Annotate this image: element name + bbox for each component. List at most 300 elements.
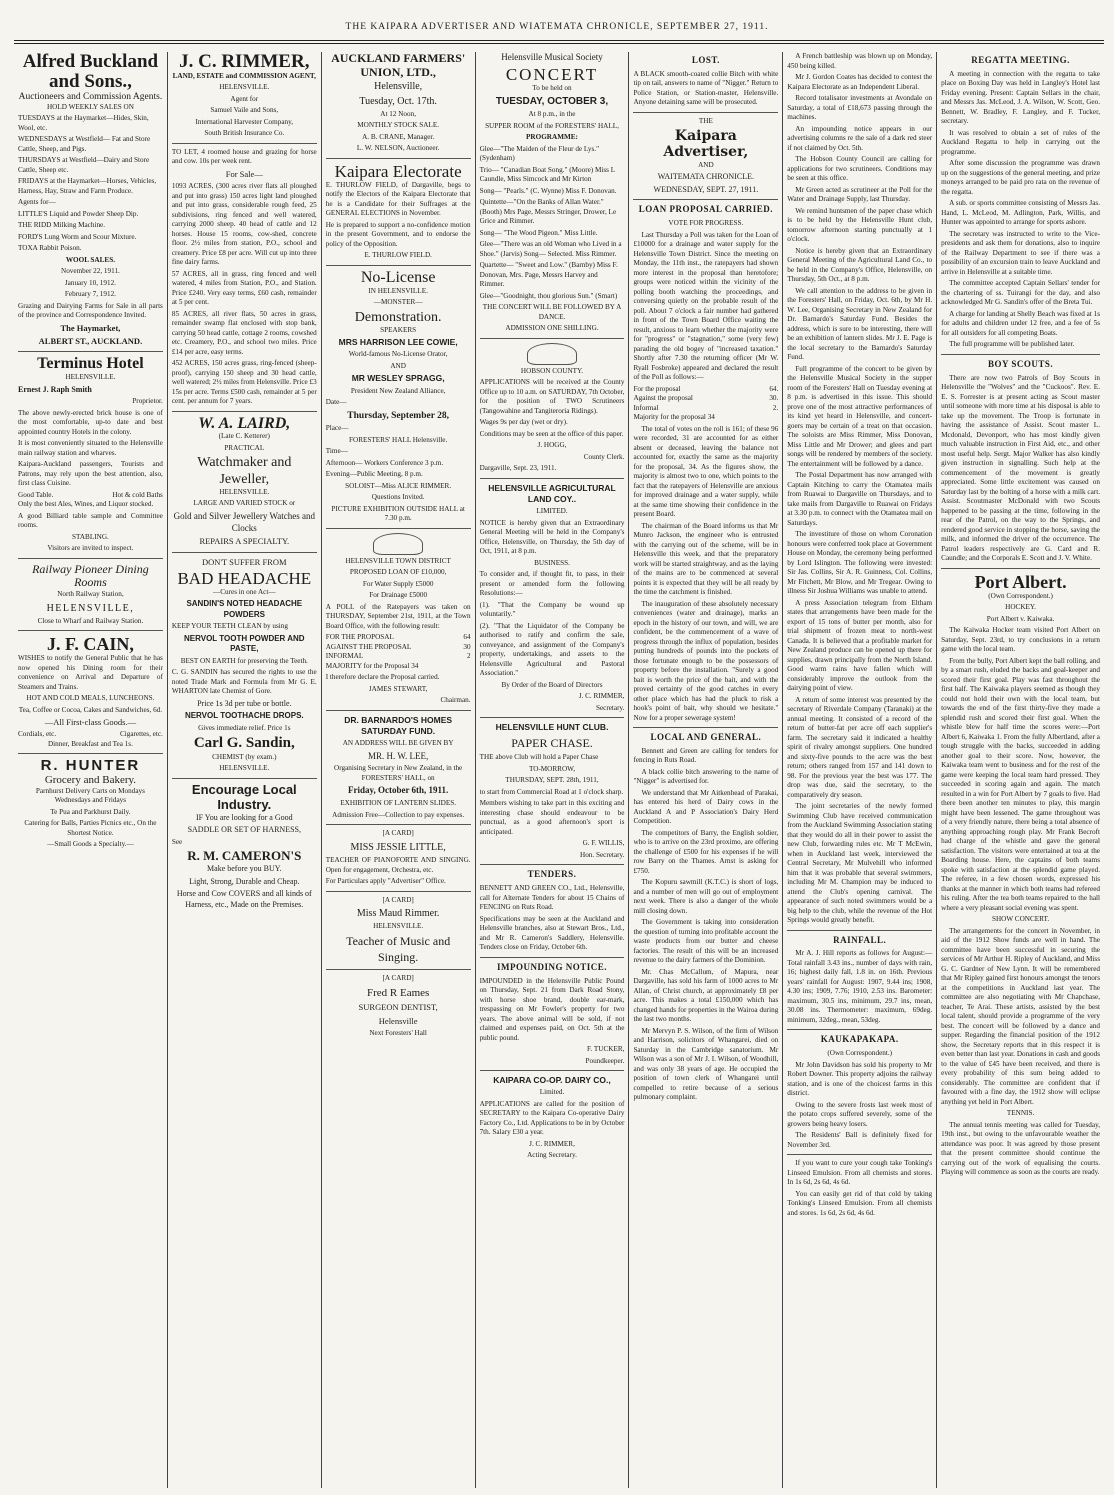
wool-date: January 10, 1912. [64, 278, 116, 287]
hunt-text: to start from Commercial Road at 1 o'clock sharp. [479, 787, 624, 796]
local-item: The Government is taking into consideration the question of turning into profitable account the waste products from our butter and cheese factories. The result of this will be an increased revenue to the dairy farmers of the Dominion. [633, 918, 779, 965]
terminus-stabling: STABLING. [72, 532, 109, 541]
divider [172, 411, 317, 412]
buckland-line: TUESDAYS at the Haymarket—Hides, Skin, Wool, etc. [18, 114, 149, 132]
nolicense-soloist: SOLOIST—Miss ALICE RIMMER. [345, 481, 452, 490]
laird-stock: LARGE AND VARIED STOCK or [193, 499, 296, 508]
sandin-headache: BAD HEADACHE [177, 568, 312, 588]
concert-item: Glee—"The Maiden of the Fleur de Lys." (Sydenham) [479, 144, 600, 163]
hobson-text: Wages 9s per day (wet or dry). [479, 418, 568, 427]
column-2 [168, 52, 322, 1488]
rimmer-name: J. C. RIMMER, [179, 52, 310, 72]
nolicense-questions: Questions Invited. [371, 493, 425, 502]
divider [18, 351, 163, 352]
cain-name: J. F. CAIN, [47, 634, 134, 655]
masthead-rule [14, 40, 1104, 41]
loan-result-row [326, 633, 471, 643]
sandin-relief: Gives immediate relief. Price 1s [198, 723, 291, 732]
kauk-text: The Residents' Ball is definitely fixed for November 3rd. [787, 1131, 933, 1149]
ad-no-license [326, 270, 471, 524]
kauk-text: Owing to the severe frosts last week most of the potato crops suffered severely, some of the growers being heavy losers. [787, 1100, 933, 1128]
hobson-title: County Clerk. [583, 452, 625, 461]
afu-auctioneer: L. W. NELSON, Auctioneer. [356, 144, 440, 153]
cain-dinner: Dinner, Breakfast and Tea 1s. [47, 739, 133, 748]
agri-resolution: (2). "That the Liquidator of the Company be authorised to ratify and confirm the sale, conveyance, and assignment of the Company's property, undertakings, and assets to the Helensville Agricultural and Pastoral Association." [479, 621, 625, 678]
ad-lost [633, 55, 778, 108]
concert-item: Quartette— "Sweet and Low." (Barnby) Miss F. Donovan, Mrs. Page, Messrs Harvey and Rimmer. [479, 261, 618, 289]
afu-name: AUCKLAND FARMERS' UNION, LTD., [331, 52, 466, 79]
maud-name: Miss Maud Rimmer. [356, 908, 440, 920]
nolicense-name: No-License [360, 268, 436, 286]
impound-heading: IMPOUNDING NOTICE. [497, 961, 608, 972]
local-item: We understand that Mr Aitkenhead of Parakai, has entered his herd of Dairy cows in the Auckland A and P Association's Dairy Herd Competition. [633, 788, 779, 826]
loan-article-text: Last Thursday a Poll was taken for the Loan of £10000 for a drainage and water supply for the Helensville Town District. Since the meeting on Monday, the 11th inst., the ratepayers had shown more interest in the proposal than heretofore; groups were noticed within the vicinity of the polling booth watching the proceedings, and conversing quietly on the probable result of the poll. About 7 o'clock a fair number had gathered in front of the Town Board Office waiting the result, anxious to learn whether the majority were for "progress" or "stagnation," some (very few) parading the old bogey of "increased taxation." Shortly after 7.30 the returning officer (Mr W. Ryall Fosbroke) appeared and declared the result of the Poll as follows:— [633, 230, 779, 382]
electorate-text: E. THURLOW FIELD, of Dargaville, begs to notify the Electors of the Kaipara Electorate that he is a Candidate for their Suffrages at the GENERAL ELECTIONS in November. [325, 180, 471, 218]
loan-result-row [326, 652, 471, 662]
eames-next: Next Foresters' Hall [369, 1028, 427, 1037]
column-4 [476, 52, 630, 1488]
article-loan-carried [633, 204, 778, 723]
local-item: Bennett and Green are calling for tenders for fencing in Ruts Road. [633, 746, 779, 765]
local-item: The Kopuru sawmill (K.T.C.) is short of logs, and a number of men will go out of employment next week. There is also a danger of the whole mill closing down. [633, 878, 779, 915]
card-label: [A CARD] [382, 974, 414, 983]
local-item: A black collie bitch answering to the name of "Nigger" is advertised for. [633, 767, 779, 786]
cameron-text: IF You are looking for a Good [195, 812, 293, 822]
sandin-paste: NERVOL TOOTH POWDER AND PASTE, [183, 633, 305, 654]
coop-sign: J. C. RIMMER, [529, 1139, 575, 1148]
concert-admission: ADMISSION ONE SHILLING. [505, 324, 599, 333]
hobson-text: APPLICATIONS will be received at the County Office up to 10 a.m. on SATURDAY, 7th October, for the position of TWO Scrutineers (Tangowahine and Tangiteroria Ridings). [479, 378, 625, 415]
ad-concert [480, 52, 625, 334]
nameplate-and: AND [698, 160, 714, 169]
laird-trade: Watchmaker and Jeweller, [197, 455, 292, 487]
nameplate-the: THE [698, 116, 713, 125]
nolicense-label: Date— [325, 398, 347, 407]
cain-cigarettes: Cigarettes, etc. [119, 730, 163, 739]
cain-cordials: Cordials, etc. [18, 730, 57, 739]
loan-result-value: 64 [463, 633, 471, 642]
local-item: Mr Mervyn P. S. Wilson, of the firm of Wilson and Harrison, solicitors of Whangarei, died on Saturday in the Cambridge sanatorium. Mr Wilson was a son of Mr J. I. Wilson, of Woodhill, and was only 38 years of age. He occupied the position of town clerk of Whangarei until compelled to retire because of a serious pulmonary complaint. [633, 1026, 779, 1102]
local-item: Mr J. Gordon Coates has decided to contest the Kaipara Electorate as an Independent Liberal. [787, 73, 933, 91]
loan-declare: I therefore declare the Proposal carried. [325, 673, 440, 682]
loan-water: For Water Supply £5000 [362, 579, 434, 588]
nameplate-chronicle: WAITEMATA CHRONICLE. [657, 172, 754, 182]
sandin-name: Carl G. Sandin, [193, 735, 295, 752]
divider [941, 568, 1100, 569]
rimmer-listing: 1093 ACRES, (300 acres river flats all ploughed and put into grass) 150 acres light land ploughed and put into grass, considerable rough feed, 25 subdivisions, ring fenced and well watered, carrying 2000 sheep. 40 head of cattle and 12 horses. House 15 rooms, cow-shed, concrete floor. 2½ miles from station, P.O., school and creamery. Price £8 per acre. Will cut up into three fine dairy farms. [171, 182, 317, 267]
rimmer-agency: International Harvester Company, [195, 117, 294, 126]
cameron-encourage: Encourage Local Industry. [191, 781, 297, 812]
ad-jessie-little [326, 829, 471, 886]
cameron-text: SADDLE OR SET OF HARNESS, [187, 825, 301, 835]
local-item: A French battleship was blown up on Monday, 450 being killed. [787, 52, 933, 70]
nolicense-speaker-title: World-famous No-License Orator, [348, 350, 448, 359]
afu-town: Helensville, [374, 80, 423, 92]
sandin-best: BEST ON EARTH for preserving the Teeth. [180, 656, 308, 665]
sandin-dont: DON'T SUFFER FROM [202, 556, 287, 567]
divider [633, 727, 778, 728]
loan-article-row [633, 394, 778, 404]
cameron-text: Horse and Cow COVERS and all kinds of Harness, etc., Made on the Premises. [176, 889, 312, 909]
pa-heading: Port Albert. [974, 571, 1067, 592]
article-rainfall [787, 935, 932, 1026]
divider [787, 1154, 932, 1155]
sandin-town: HELENSVILLE. [219, 764, 270, 773]
buckland-agent: FORD'S Lung Worm and Scour Mixture. [18, 232, 137, 241]
sandin-price: Price 1s 3d per tube or bottle. [197, 698, 292, 708]
notice-coop-dairy [480, 1075, 625, 1161]
concert-item: Glee—"There was an old Woman who Lived in a Shoe." (Jarvis) Song— Selected. Miss Rimmer. [479, 240, 622, 258]
loan-result-label: FOR THE PROPOSAL [325, 633, 394, 642]
nolicense-speaker-title: President New Zealand Alliance, [350, 386, 446, 395]
column-1 [14, 52, 168, 1488]
buckland-name: Alfred Buckland and Sons., [22, 52, 159, 92]
local-item: The joint secretaries of the newly formed Swimming Club have received communication from the Auckland Swimming Association stating that they would do all in their power to assist the new Club, forwarding rules etc. Mr T McEwin, when in Auckland last week, interviewed the Central Secretary, Mr Mulvehill who informed him that it was probable that several swimmers, including Mr M. Champion may be induced to attend the Club's opening carnival. The appearance of such noted swimmers would be a big help to the club, while the revenue of the Hot Springs would greatly benefit. [787, 802, 933, 924]
divider [18, 558, 163, 559]
hunt-chase: PAPER CHASE. [511, 735, 593, 750]
coop-ltd: Limited. [539, 1088, 565, 1097]
concert-item: Trio— "Canadian Boat Song." (Moore) Miss L Caundle, Miss Simcock and Mr Kirton [479, 165, 615, 184]
buckland-agent: LITTLE'S Liquid and Powder Sheep Dip. [18, 209, 139, 218]
tenders-text: Specifications may be seen at the Auckland and Helensville branches, also at Stewart Bros., Ltd., and Mr R. Cameron's Saddlery, Helensville. Tenders close on Friday, October 6th. [479, 914, 625, 952]
kauk-heading: KAUKAPAKAPA. [820, 1034, 899, 1045]
nolicense-time: Afternoon— Workers Conference 3 p.m. [325, 458, 444, 467]
buckland-title: Auctioneers and Commission Agents. [18, 91, 163, 102]
terminus-text: Only the best Ales, Wines, and Liquor stocked. [18, 500, 154, 509]
sandin-cures: —Cures in one Act— [213, 587, 276, 596]
divider [172, 143, 317, 144]
wool-sales: WOOL SALES. [65, 255, 115, 264]
paper-nameplate [633, 117, 778, 195]
wool-date: November 22, 1911. [61, 267, 120, 276]
laird-name: W. A. LAIRD, [198, 414, 291, 432]
rimmer-town: HELENSVILLE. [219, 83, 270, 92]
tenders-text: BENNETT AND GREEN CO., Ltd., Helensville, call for Alternate Tenders for about 15 Chains of FENCING on Ruts Road. [479, 884, 625, 912]
ad-maud-rimmer [326, 896, 471, 966]
agri-name: HELENSVILLE AGRICULTURAL LAND COY.. [488, 482, 616, 505]
regatta-text: It was resolved to obtain a set of rules of the Auckland Regatta to help in carrying out the programme. [941, 128, 1100, 156]
concert-date: TUESDAY, OCTOBER 3, [495, 96, 609, 108]
masthead-rule-thin [14, 43, 1104, 44]
impound-sign: F. TUCKER, [587, 1045, 625, 1054]
article-regatta [941, 55, 1100, 350]
column-5 [629, 52, 783, 1488]
rimmer-title: LAND, ESTATE and COMMISSION AGENT, [172, 71, 316, 80]
local-item: The competitors of Barry, the English soldier, who is to arrive on the 23rd proximo, are offering the challenge of £500 for his expenses if he will row Barry on the Thames. Arnst is asking for £750. [633, 828, 779, 875]
divider [18, 753, 163, 754]
ad-farmers-union [326, 52, 471, 154]
little-text: TEACHER OF PIANOFORTE AND SINGING. Open for engagement, Orchestra, etc. [325, 856, 471, 874]
rimmer-to-let: TO LET, 4 roomed house and grazing for horse and cow. 10s per week rent. [171, 147, 317, 166]
masthead: THE KAIPARA ADVERTISER AND WIATEMATA CHRONICLE, SEPTEMBER 27, 1911. [345, 22, 769, 32]
kauk-text: Mr John Davidson has sold his property to Mr Robert Downer. This property adjoins the railway station, and is one of the choicest farms in this district. [787, 1060, 933, 1098]
loan-article-row [633, 385, 778, 395]
coop-name: KAIPARA CO-OP. DAIRY CO., [493, 1075, 611, 1086]
concert-item: Quintette—"On the Banks of Allan Water." (Booth) Mrs Page, Messrs Stringer, Drower, Le Grice and Rimmer. [479, 198, 617, 226]
divider [787, 1029, 932, 1030]
lost-text: A BLACK smooth-coated collie Bitch with white tip on tail, answers to name of "Nigger." Return to Police Station, or Station-master, Helensville. Anyone detaining same will be prosecuted. [633, 69, 779, 107]
lost-heading: LOST. [691, 55, 720, 65]
hobson-name: HOBSON COUNTY. [520, 366, 584, 375]
ad-cain [18, 635, 163, 749]
buckland-agents: Agents for— [18, 198, 56, 207]
rainfall-text: Mr A. J. Hill reports as follows for August:— Total rainfall 3.43 ins., number of days with rain, 16; highest daily fall, 1.8 in. on 16th. Previous years' rainfall for August: 1907, 9.44 ins; 1908, 4.30 ins; 1909, 7.76; 1910, 2.53 ins. Barometer: maximum, 30.5 ins, minimum, 29.7 ins, mean, 30.08 ins. Thermometer: maximum, 69deg. minimum, 32deg., mean, 53deg. [787, 949, 933, 1024]
barnardo-sec: Organising Secretary in New Zealand, in the FORESTERS' HALL, on [334, 764, 463, 782]
sandin-powders: SANDIN'S NOTED HEADACHE POWDERS [186, 599, 303, 619]
divider [480, 1070, 625, 1071]
pa-show: SHOW CONCERT. [991, 915, 1050, 924]
divider [633, 199, 778, 200]
local-item: Full programme of the concert to be given by the Helensville Musical Society in the supper room of the Foresters' Hall on Tuesday evening at 8 p.m. is advertised in this issue. This should prove one of the most attractive performances of its kind yet heard in Helensville, and concert-goers may be certain of a treat on that occasion. The soloists are Miss Rimmer, Miss Donovan, Miss Little and Mr Drower; and glees and part songs will be rendered by members of the society. The entertainment will be followed by a dance. [787, 364, 933, 468]
agri-ltd: LIMITED. [536, 507, 568, 516]
divider [633, 112, 778, 113]
coop-title: Acting Secretary. [527, 1151, 577, 1160]
hunt-sign: G. F. WILLIS, [582, 839, 625, 848]
sandin-chemist: CHEMIST (by exam.) [212, 752, 277, 761]
pa-text: The Kaiwaka Hocker team visited Port Albert on Saturday, Sept. 23rd, to try conclusions in a return game with the local team. [941, 626, 1100, 654]
concert-item: Song— "The Wood Pigeon." Miss Little. [479, 228, 598, 237]
buckland-line: THURSDAYS at Westfield—Dairy and Store Cattle, Sheep etc. [18, 156, 150, 174]
divider [326, 710, 471, 711]
loan-article-majority: Majority for the proposal 34 [633, 413, 715, 422]
divider [480, 478, 625, 479]
coop-text: APPLICATIONS are called for the position of SECRETARY to the Kaipara Co-operative Dairy Factory Co., Ltd. Applications to be in by October 7th. Salary £30 a year. [479, 1099, 625, 1137]
rimmer-agency: South British Insurance Co. [204, 129, 285, 138]
loan-article-text: The chairman of the Board informs us that Mr Munro Jackson, the engineer who is entrusted with the carrying out of the scheme, will be in Helensville this week, and that the preparatory work will be started straightway, and as the laying of the mains are to be commenced at several points it is expected that they will be all ready by the time the catchment is finished. [633, 521, 779, 597]
terminus-town: HELENSVILLE. [65, 373, 116, 382]
agri-order: By Order of the Board of Directors [501, 680, 603, 689]
divider [326, 528, 471, 529]
divider [326, 891, 471, 892]
electorate-sign: E. THURLOW FIELD. [364, 251, 432, 260]
loan-article-label: Informal [633, 403, 659, 412]
buckland-line: FRIDAYS at the Haymarket—Horses, Vehicles, Harness, Hay, Straw and Farm Produce. [18, 177, 157, 195]
buckland-haymarket: The Haymarket, [60, 322, 121, 333]
terminus-proprietor-title: Proprietor. [132, 397, 163, 406]
rimmer-for-sale: For Sale— [225, 168, 263, 179]
regatta-text: A charge for landing at Shelly Beach was fixed at 1s for adults and children under 12 free, and a fee of 5s for all outsiders for all competing Boats. [941, 309, 1100, 337]
pa-text: The arrangements for the concert in November, in aid of the 1912 Show funds are well in hand. The committee have been successful in securing the services of Mr Arthur H. Ripley of Auckland, and Miss G. C. Gardner of New Lynn. It will be remembered that Mr Ripley gained first honours amongst the tenors at the competitions in Auckland last year. The committee are also negotiating with Mr Chapchase, teacher, Te Arai. These artists, assisted by the best local talent, should provide a programme of the very best. The concert will be followed by a dance and supper. Regarding the financial position of the 1912 show, the Secretary reports that in this respect it is even better than last year. Donations in cash and goods to the value of £45 have been received, and there is every probability of this sum being added to considerably. The committee are confident that if favoured with a fine day, the 1912 show will eclipse anything yet held in Port Albert. [941, 926, 1100, 1106]
barnardo-speaker: MR. H. W. LEE, [368, 750, 429, 761]
ad-hunter [18, 758, 163, 849]
electorate-name: Kaipara Electorate [334, 161, 462, 181]
wool-date: February 7, 1912. [64, 290, 116, 299]
sandin-keep: KEEP YOUR TEETH CLEAN by using [171, 622, 288, 631]
loan-result-label: INFORMAL [325, 652, 364, 661]
divider [172, 778, 317, 779]
scouts-text: There are now two Patrols of Boy Scouts in Helensville the "Wolves" and the "Cuckoos". Rev. E. E. S. Forrester is at present acting as Scout master until someone with more time at his disposal is able to take up the movement. The Troop is fortunate in having the assistance of Assist. Scout master L. Mcdonald, Devonport, who has most kindly given much valuable instruction in First Aid, etc., and other most useful help. Sergt. Major Walker has also kindly given instruction in signalling. Such help at the commencement of the movement is greatly appreciated. Some little excitement was caused on Saturday last by the bolting of a horse with a milk cart. Assist. Scoutmaster McDonald with two Scouts happened to be passing at the time, following in the rear of the Patrol, on the way to the Springs, and rendered good service in stopping the horse, saving the milk, and informed the driver of the occurrence. The Patrol leaders respectively are G. Card and R. Caundle; and the Corporals E. Scott and J. V. White. [941, 373, 1100, 563]
nolicense-demo: Demonstration. [354, 309, 442, 325]
nolicense-speaker: MR WESLEY SPRAGG, [351, 373, 445, 384]
eames-town: Helensville [378, 1015, 418, 1026]
scouts-heading: BOY SCOUTS. [987, 358, 1054, 369]
buckland-address: ALBERT ST., AUCKLAND. [38, 336, 143, 347]
buckland-grazing: Grazing and Dairying Farms for Sale in all parts of the province and Correspondence Invited. [18, 301, 163, 320]
loan-result-value: 30 [463, 642, 471, 651]
maud-teach: Teacher of Music and Singing. [346, 933, 451, 964]
buckland-agent: THE RIDD Milking Machine. [18, 221, 106, 230]
pa-text: From the bully, Port Albert kept the ball rolling, and by a smart rush, eluded the backs and goal-keeper and scored their first goal. Play was fast throughout the first half. The Kaiwaka players seemed as though they could not hold their own with the local team, but towards the end of the first thirty-five they made a splendid rush and scored their first goal. When the whistle blew for half time the scores were:—Port Albert 6, Kaiwaka 1. From the fully Albertland, after a tough struggle with the backs, succeeded in adding another goal to their score. Now, however, the Kaiwaka team went to business and for the rest of the game were keeping the local team hard pressed. They succeeded in scoring again and again. The match resulted in a win for Port Albert by 7 goals to five. Had there been another ten minutes to play, this margin might have been lessened. The game throughout was of a very friendly nature, there being a total absence of anything approaching rough play. Mr Frank Becroft had charge of the whistle and gave the general satisfaction. The visitors were entertained at tea at the Boarding house. Here, the captains of both teams spoke with satisfaction at the splendid game played. The referee, in a few chosen words, expressed his thanks at the manner in which both teams had refereed his ruling. After the tea both teams repaired to the hall where a very pleasant social evening was spent. [941, 656, 1100, 912]
loan-sign: JAMES STEWART, [368, 684, 428, 693]
ad-cameron [172, 783, 317, 911]
kauk-ad: You can easily get rid of that cold by taking Tonking's Linseed Emulsion. From all chemists and stores. 1s 6d, 2s 6d, 4s 6d. [787, 1189, 933, 1217]
local-item: A press Association telegram from Eltham states that arrangements have been made for the export of 15 tons of butter per month, also for trial shipment of frozen meat to north-west Canada. It is believed that a profitable market for New Zealand produce can be opened up there for supplies, drawn principally from the North Island. Good warm rains have fallen which will considerably improve the outlook from the dairying point of view. [787, 598, 933, 692]
loan-article-row [633, 404, 778, 414]
divider [18, 630, 163, 631]
railway-name: Railway Pioneer Dining Rooms [32, 561, 149, 590]
local-item: The investiture of those on whom Coronation honours were conferred took place at Government House on Monday, the ceremony being performed by Lord Islington. The following were invested: Sir Jas. Collins, Sir A. R. Guinness, Col. Collins, Mr Fitchett, Mr Blow, and Mr Tregear. Owing to illness Sir Joshua Williams was unable to attend. [787, 530, 933, 595]
nolicense-and: AND [390, 361, 406, 370]
crest-icon [527, 343, 577, 365]
terminus-text: It is most conveniently situated to the Helensville main railway station and wharves. [18, 439, 163, 457]
local-item: Mr. Chas McCallum, of Mapura, near Dargaville, has sold his farm of 1000 acres to Mr Allan, of Christ church, at approximately £8 per acre. This makes a total £150,000 which has changed hands for properties in the Wairoa during the last two months. [633, 967, 779, 1024]
concert-programme: PROGRAMME: [526, 133, 578, 142]
card-label: [A CARD] [382, 829, 414, 838]
nolicense-speakers: SPEAKERS [380, 325, 417, 334]
nolicense-place: FORESTERS' HALL Helensville. [349, 435, 448, 444]
tenders-heading: TENDERS. [527, 869, 577, 880]
regatta-heading: REGATTA MEETING. [971, 55, 1070, 65]
laird-late: (Late C. Ketterer) [218, 432, 270, 441]
hunt-title: Hon. Secretary. [580, 850, 625, 859]
laird-practical: PRACTICAL [224, 443, 265, 452]
nameplate-title: Kaipara Advertiser, [663, 128, 749, 161]
eames-name: Fred R Eames [366, 986, 430, 999]
article-port-albert [941, 573, 1100, 1178]
afu-time: At 12 Noon, [380, 109, 417, 118]
laird-gold: Gold and Silver Jewellery Watches and Clocks [173, 510, 315, 533]
afu-sale: MONTHLY STOCK SALE. [357, 121, 440, 130]
terminus-text: Kaipara-Auckland passengers, Tourists and Patrons, may rely upon the best attention, also, first class Cuisine. [18, 460, 163, 488]
loan-result-row [326, 643, 471, 653]
terminus-visitors: Visitors are invited to inspect. [47, 544, 134, 553]
local-item: Record totalisator investments at Avondale on Saturday, a total of £18,673 passing through the machines. [787, 94, 933, 121]
cain-extras [18, 730, 163, 740]
ad-sandin [172, 557, 317, 774]
laird-repairs: REPAIRS A SPECIALTY. [199, 536, 290, 547]
railway-town: HELENSVILLE, [46, 602, 135, 614]
hobson-sign: J. HOGG, [537, 441, 567, 450]
article-boy-scouts [941, 359, 1100, 564]
local-item: Notice is hereby given that an Extraordinary General Meeting of the Agricultural Land Co., to be held in the Company's Office, Helensville, on Thursday, 5th Oct., at 8 p.m. [787, 246, 933, 283]
divider [326, 265, 471, 266]
loan-article-value: 64. [769, 384, 779, 393]
hunter-text: Te Pua and Parkhurst Daily. [50, 807, 131, 816]
hunter-line: Grocery and Bakery. [44, 774, 137, 787]
local-heading: LOCAL AND GENERAL. [650, 732, 762, 743]
sandin-rights: C. G. SANDIN has secured the rights to use the noted Trade Mark and Formula from Mr G. E. WHARTON late Chemist of Gore. [171, 668, 317, 696]
pa-tennis: TENNIS. [1006, 1109, 1035, 1118]
ad-tenders [480, 869, 625, 952]
ad-terminus-hotel [18, 356, 163, 553]
impound-title: Poundkeeper. [585, 1056, 625, 1065]
hunt-date: TO-MORROW, [528, 764, 576, 773]
rimmer-listing: 85 ACRES, all river flats, 50 acres in grass, remainder swamp flat enclosed with stop bank, carrying 50 head cattle, cottage 2 rooms, cowshed etc. Creamery, P.O., and school two miles. Price £14 per acre, easy terms. [171, 309, 317, 356]
loan-chair: Chairman. [440, 696, 471, 705]
little-text: For Particulars apply "Advertiser" Office. [325, 877, 446, 886]
local-item: A return of some interest was presented by the secretary of Riverdale Company (Taranaki) at the annual meeting. It consisted of a record of the return of butter-fat per acre off each supplier's farm. The secretary said it indicated a healthy spirit of rivalry amongst suppliers. One hundred and sixty-five pounds to the acre was the best return; others ranged from 157 and 141 down to 98. For the previous year the best was 177. The drop was due, said the secretary, to the comparatively dry season. [787, 695, 933, 799]
regatta-text: A meeting in connection with the regatta to take place on Boxing Day was held in Langley's Hotel last Friday evening. Present: Captain Sellars in the chair, and Messrs Jas. McLeod, J. A. Wilson, W. Scott, Geo. Bennett, W. Bradley, F. Langley, and F. Tucker, secretary. [941, 69, 1100, 126]
nolicense-date: Thursday, September 28, [347, 410, 449, 421]
agri-sign: J. C. RIMMER, [578, 692, 625, 701]
divider [787, 930, 932, 931]
ad-kaipara-electorate [326, 163, 471, 261]
agri-text: To consider and, if thought fit, to pass, in their present or amended form the following Resolutions:— [479, 570, 625, 598]
loan-article-text: The inauguration of these absolutely necessary conveniences (water and drainage), marks an epoch in the history of our town, and will, we are confident, be the commencement of a wave of progress through the influx of population, besides putting hundreds of pounds into the pockets of those fortunate enough to be the possessors of property before the installation. "Surely a good bait is worth the price of the bait, and with the proved certainty of the good catches in every other place which has had the pluck to risk a hook's point of bait, why should we hesitate." Now for a proper sewerage system! [633, 599, 779, 722]
impound-text: IMPOUNDED in the Helensville Public Pound on Thursday, Sept. 21 from Dark Road Stony, with horse shoe brand, double ear-mark, trespassing on Mr Fowler's property for two years. The above animal will be sold, if not claimed and expenses paid, on Oct. 5th at the public pound. [479, 976, 625, 1042]
loan-article-value: 2. [772, 403, 779, 412]
nolicense-time: Evening—Public Meeting, 8 p.m. [325, 470, 423, 479]
local-item: We call attention to the address to be given in the Foresters' Hall, on Friday, Oct. 6th, by Mr H. W. Lee, Organising Secretary in New Zealand for Dr. Barnardo's Saturday Fund. Besides the address, which is sure to be interesting, there will be an exhibition of lantern slides. Mr J. E. Page is the local secretary to the Barnardo's Saturday Fund. [787, 286, 933, 361]
railway-location: North Railway Station, [57, 590, 124, 599]
hobson-text: Conditions may be seen at the office of this paper. [479, 429, 624, 438]
cameron-text: Make before you BUY. [207, 864, 282, 874]
divider [480, 717, 625, 718]
concert-dance: THE CONCERT WILL BE FOLLOWED BY A DANCE. [482, 303, 622, 321]
ad-buckland [18, 52, 163, 347]
loan-drainage: For Drainage £5000 [369, 591, 428, 600]
rimmer-agency: Samuel Vaile and Sons, [210, 106, 279, 115]
local-general-continued [787, 52, 932, 926]
buckland-line: HOLD WEEKLY SALES ON [46, 102, 134, 111]
barnardo-admission: Admission Free—Collection to pay expenses. [332, 810, 465, 819]
nolicense-speaker: MRS HARRISON LEE COWIE, [338, 337, 458, 348]
rimmer-agent: Agent for [230, 94, 259, 103]
agri-title: Secretary. [595, 703, 625, 712]
rainfall-heading: RAINFALL. [833, 934, 887, 945]
local-item: We remind huntsmen of the paper chase which is to be held by the Helensville Hunt club, tomorrow afternoon starting punctually at 1 o'clock. [787, 206, 933, 243]
little-name: MISS JESSIE LITTLE, [350, 841, 446, 853]
loan-majority: MAJORITY for the Proposal 34 [325, 661, 419, 670]
hunter-text: —Small Goods a Specialty.— [47, 840, 134, 849]
cameron-text: Light, Strong, Durable and Cheap. [189, 876, 300, 886]
nolicense-label: Place— [325, 424, 349, 433]
hunt-name: HELENSVILLE HUNT CLUB. [495, 722, 609, 733]
cain-goods: —All First-class Goods.— [44, 717, 137, 728]
loan-article-sub: VOTE FOR PROGRESS. [668, 219, 744, 228]
regatta-text: The full programme will be published later. [949, 340, 1075, 349]
concert-held: To be held on [532, 83, 572, 92]
loan-article-heading: LOAN PROPOSAL CARRIED. [638, 204, 773, 215]
cameron-name: R. M. CAMERON'S [187, 848, 302, 864]
cain-tea: Tea, Coffee or Cocoa, Cakes and Sandwiches, 6d. [18, 705, 163, 714]
notice-loan-poll [326, 533, 471, 706]
agri-business: BUSINESS. [534, 558, 570, 567]
nolicense-pictures: PICTURE EXHIBITION OUTSIDE HALL at 7.30 p.m. [331, 504, 465, 523]
notice-hobson-county [480, 343, 625, 474]
nolicense-in: IN HELENSVILLE. [368, 286, 428, 295]
pa-hockey: HOCKEY. [1005, 603, 1036, 612]
column-3 [322, 52, 476, 1488]
railway-close: Close to Wharf and Railway Station. [37, 616, 144, 625]
notice-agricultural-land [480, 483, 625, 713]
loan-article-label: For the proposal [633, 384, 681, 393]
rimmer-listing: 57 ACRES, all in grass, ring fenced and well watered, 4 miles from Station, P.O., and Station. Price £240. Very easy terms, £60 cash, remainder at 5 per cent. [171, 269, 317, 307]
buckland-agent: TOXA Rabbit Poison. [18, 244, 82, 253]
column-7 [937, 52, 1104, 1488]
page-columns [14, 52, 1104, 1488]
concert-name: CONCERT [505, 64, 599, 84]
agri-text: NOTICE is hereby given that an Extraordinary General Meeting will be held in the Company's Office, Helensville, on Thursday, the 5th day of Oct, 1911, at 8 p.m. [479, 518, 625, 556]
ad-rimmer [172, 52, 317, 407]
loan-proposed: PROPOSED LOAN OF £10,000, [349, 568, 447, 577]
afu-manager: A. B. CRANE, Manager. [362, 132, 435, 141]
loan-result-label: AGAINST THE PROPOSAL [325, 642, 412, 651]
regatta-text: The committee accepted Captain Sellars' tender for the chartering of ss. Tuirangi for the day, and also acknowledged Mr G. Sandin's offer of the Breta Tui. [941, 279, 1100, 307]
agri-resolution: (1). "That the Company be wound up voluntarily." [479, 600, 625, 619]
column-6 [783, 52, 937, 1488]
hunter-text: Catering for Balls, Parties Picnics etc., On the Shortest Notice. [24, 819, 157, 837]
